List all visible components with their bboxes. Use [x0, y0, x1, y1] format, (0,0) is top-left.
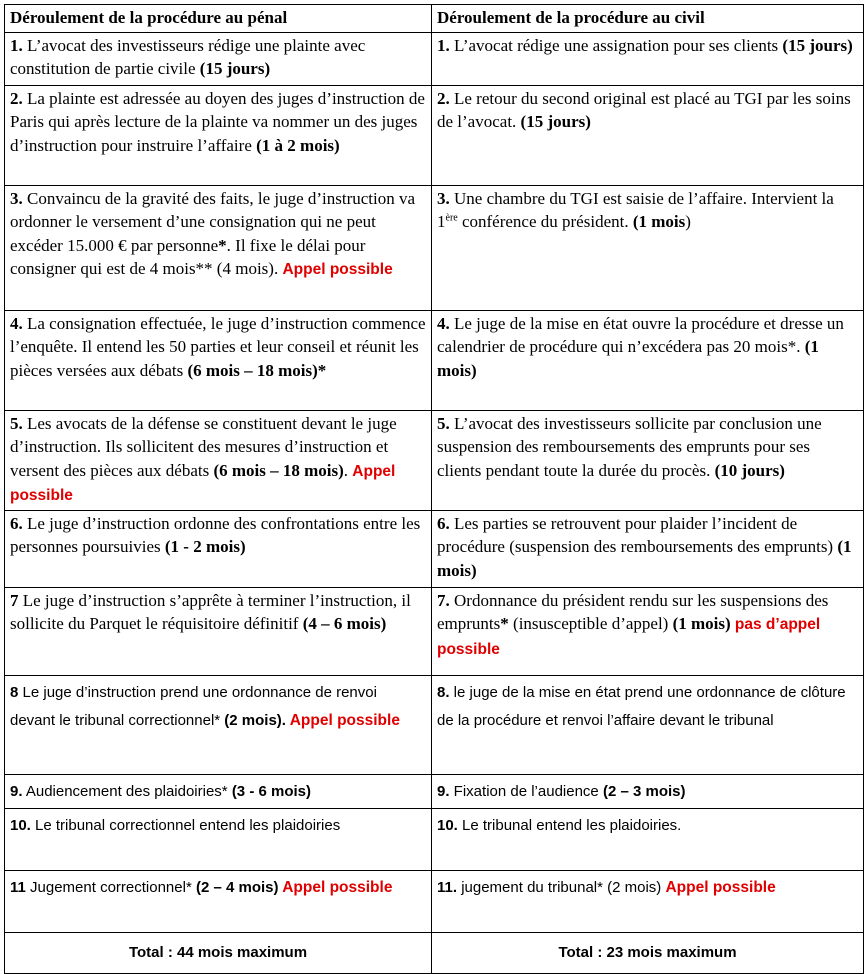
- penal-step-2: 2. La plainte est adressée au doyen des juges d’instruction de Paris qui après lecture de la plainte va nommer un des juges d’instruction pour instruire l’affaire (1 à 2 mois): [5, 85, 432, 185]
- civil-step-4: 4. Le juge de la mise en état ouvre la procédure et dresse un calendrier de procédure qui n’excédera pas 20 mois*. (1 mois): [432, 310, 864, 410]
- penal-step-4: 4. La consignation effectuée, le juge d’instruction commence l’enquête. Il entend les 50 parties et leur conseil et réunit les pièces versées aux débats (6 mois – 18 mois)*: [5, 310, 432, 410]
- procedure-table-container: [4, 4, 863, 974]
- civil-step-1: 1. L’avocat rédige une assignation pour ses clients (15 jours): [432, 32, 864, 85]
- table-row: [5, 675, 864, 774]
- penal-step-9: 9. Audiencement des plaidoiries* (3 - 6 mois): [5, 774, 432, 808]
- table-row: [5, 808, 864, 870]
- table-row: [5, 85, 864, 185]
- table-row: [5, 587, 864, 675]
- civil-step-8: 8. le juge de la mise en état prend une ordonnance de clôture de la procédure et renvoi l’affaire devant le tribunal: [432, 675, 864, 774]
- table-row: [5, 410, 864, 510]
- civil-step-9: 9. Fixation de l’audience (2 – 3 mois): [432, 774, 864, 808]
- civil-step-5: 5. L’avocat des investisseurs sollicite par conclusion une suspension des remboursements des emprunts pour ses clients pendant toute la durée du procès. (10 jours): [432, 410, 864, 510]
- penal-step-7: 7 Le juge d’instruction s’apprête à terminer l’instruction, il sollicite du Parquet le réquisitoire définitif (4 – 6 mois): [5, 587, 432, 675]
- civil-step-2: 2. Le retour du second original est placé au TGI par les soins de l’avocat. (15 jours): [432, 85, 864, 185]
- civil-step-10: 10. Le tribunal entend les plaidoiries.: [432, 808, 864, 870]
- procedure-comparison-table: [4, 4, 864, 974]
- total-civil: Total : 23 mois maximum: [432, 932, 864, 973]
- header-penal: Déroulement de la procédure au pénal: [5, 5, 432, 33]
- penal-step-11: 11 Jugement correctionnel* (2 – 4 mois) Appel possible: [5, 870, 432, 932]
- table-row: [5, 310, 864, 410]
- penal-step-10: 10. Le tribunal correctionnel entend les plaidoiries: [5, 808, 432, 870]
- civil-step-6: 6. Les parties se retrouvent pour plaider l’incident de procédure (suspension des remboursements des emprunts) (1 mois): [432, 510, 864, 587]
- header-civil: Déroulement de la procédure au civil: [432, 5, 864, 33]
- totals-row: [5, 932, 864, 973]
- civil-step-11: 11. jugement du tribunal* (2 mois) Appel possible: [432, 870, 864, 932]
- penal-step-5: 5. Les avocats de la défense se constituent devant le juge d’instruction. Ils sollicitent des mesures d’instruction et versent des pièces aux débats (6 mois – 18 mois). Appel possible: [5, 410, 432, 510]
- total-penal: Total : 44 mois maximum: [5, 932, 432, 973]
- table-row: [5, 870, 864, 932]
- penal-step-1: 1. L’avocat des investisseurs rédige une plainte avec constitution de partie civile (15 jours): [5, 32, 432, 85]
- table-row: [5, 185, 864, 310]
- header-row: [5, 5, 864, 33]
- penal-step-3: 3. Convaincu de la gravité des faits, le juge d’instruction va ordonner le versement d’une consignation qui ne peut excéder 15.000 € par personne*. Il fixe le délai pour consigner qui est de 4 mois** (4 mois). Appel possible: [5, 185, 432, 310]
- penal-step-6: 6. Le juge d’instruction ordonne des confrontations entre les personnes poursuivies (1 - 2 mois): [5, 510, 432, 587]
- table-row: [5, 32, 864, 85]
- civil-step-7: 7. Ordonnance du président rendu sur les suspensions des emprunts* (insusceptible d’appel) (1 mois) pas d’appel possible: [432, 587, 864, 675]
- table-row: [5, 774, 864, 808]
- table-row: [5, 510, 864, 587]
- penal-step-8: 8 Le juge d’instruction prend une ordonnance de renvoi devant le tribunal correctionnel* (2 mois). Appel possible: [5, 675, 432, 774]
- civil-step-3: 3. Une chambre du TGI est saisie de l’affaire. Intervient la 1ère conférence du président. (1 mois): [432, 185, 864, 310]
